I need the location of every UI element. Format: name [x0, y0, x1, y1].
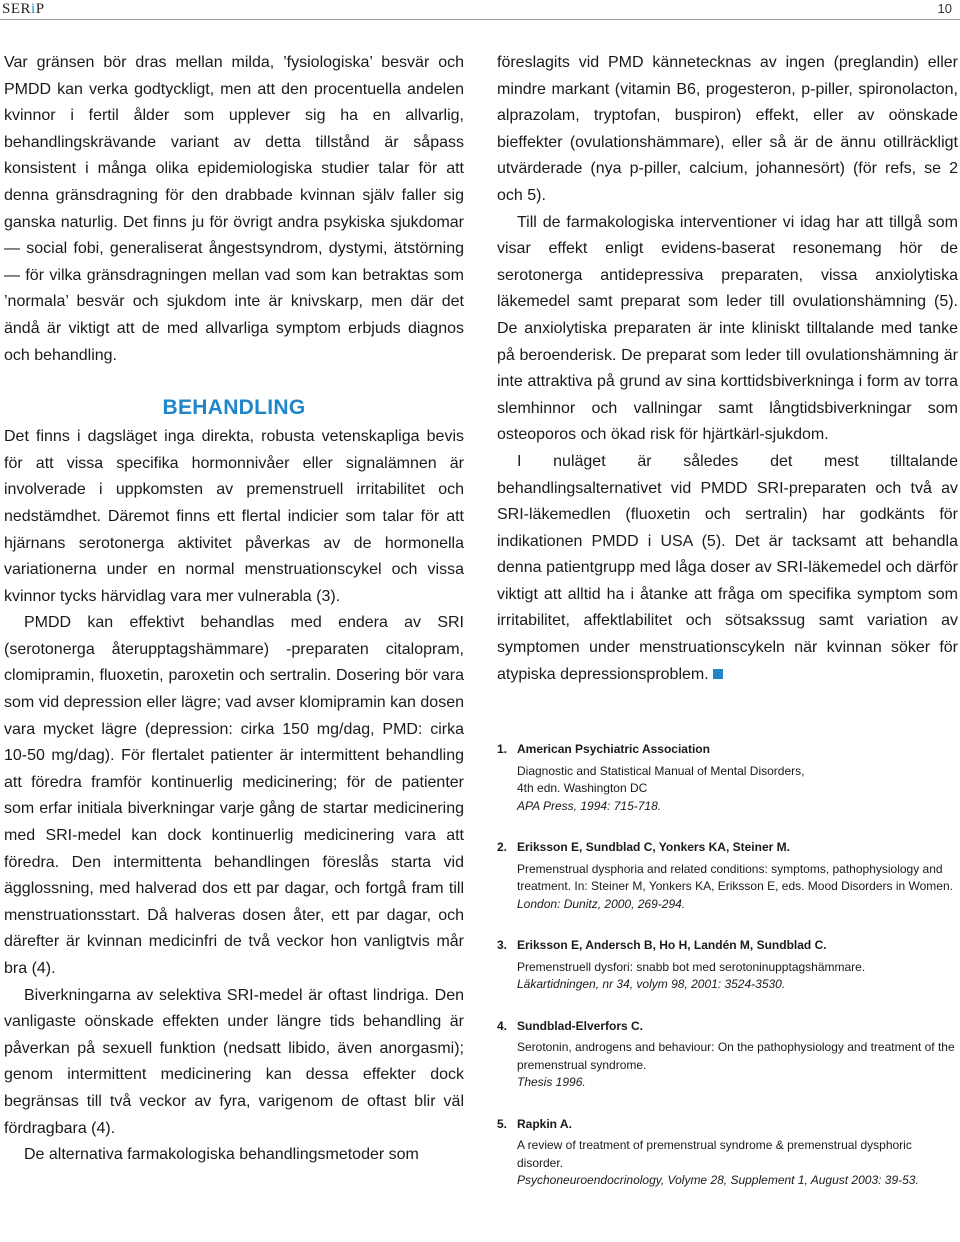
reference-source: London: Dunitz, 2000, 269-294.: [517, 896, 686, 911]
left-column: [4, 50, 464, 1169]
reference-author: Rapkin A.: [517, 1116, 572, 1131]
reference-text: Premenstruell dysfori: snabb bot med serotoninupptagshämmare.: [517, 959, 866, 974]
right-column: [497, 50, 958, 688]
reference-number: 2.: [497, 840, 508, 854]
brand-text-start: SER: [2, 1, 32, 17]
reference-author: Eriksson E, Andersch B, Ho H, Landén M, Sundblad C.: [517, 938, 827, 952]
reference-author: American Psychiatric Association: [517, 742, 710, 756]
reference-source: Läkartidningen, nr 34, volym 98, 2001: 3524-3530.: [517, 977, 786, 991]
brand-text-end: P: [35, 1, 45, 17]
paragraph-intro: Var gränsen bör dras mellan milda, ’fysiologiska’ besvär och PMDD kan verka godtyckligt, men att den procentuella andelen kvinnor i fertil ålder som upplever sig ha en allvarlig, behandlingskrävande variant av detta tillstånd är såpass konsistent i många olika epidemiologiska studier talar för att denna gränsdragning för den drabbade kvinnan själv faller sig ganska naturlig. Det finns ju för övrigt andra psykiska sjukdomar — social fobi, generaliserat ångestsyndrom, dystymi, ätstörning — för vilka gränsdragningen mellan vad som kan betraktas som ’normala’ besvär och sjukdom inte är knivskarp, men där det ändå är viktigt att de med allvarliga symptom erbjuds diagnos och behandling.: [4, 54, 464, 364]
paragraph-side-effects: Biverkningarna av selektiva SRI-medel är oftast lindriga. Den vanligaste oönskade effekten under längre tids behandling är påverkan på sexuell funktion (nedsatt libido, även anorgasmi); genom intermittent medicinering kan dessa effekter dock begränsas till två veckor av fyra, varigenom de oftast blir väl fördragbara (4).: [4, 986, 464, 1137]
brand-text-accent: i: [31, 1, 36, 17]
page-header: [0, 0, 960, 18]
reference-author: Sundblad-Elverfors C.: [517, 1018, 644, 1033]
paragraph-conclusion: [497, 449, 958, 688]
reference-number: 5.: [497, 1116, 508, 1131]
reference-source: Thesis 1996.: [517, 1075, 586, 1089]
reference-text: 4th edn. Washington DC: [517, 781, 648, 795]
reference-source: Psychoneuroendocrinology, Volyme 28, Supplement 1, August 2003: 39-53.: [517, 1173, 919, 1187]
reference-number: 1.: [497, 742, 508, 756]
paragraph-evidence: Det finns i dagsläget inga direkta, robusta vetenskapliga bevis för att vissa specifika hormonnivåer eller signalämnen är involverade i uppkomsten av premenstruell irritabilitet och nedstämdhet. Däremot finns ett flertal indicier som talar för att hjärnans serotonerga aktivitet påverkas av de hormonella variationerna under en normal menstruationscykel och vissa kvinnor tycks härvidlag vara mer vulnerabla (3).: [4, 428, 464, 605]
reference-text: Serotonin, androgens and behaviour: On the pathophysiology and treatment of the premenstrual syndrome.: [517, 1040, 955, 1072]
reference-source: APA Press, 1994: 715-718.: [517, 798, 662, 813]
reference-text: A review of treatment of premenstrual syndrome & premenstrual dysphoric disorder.: [517, 1138, 912, 1170]
reference-author: Eriksson E, Sundblad C, Yonkers KA, Steiner M.: [517, 840, 790, 854]
page-number: 10: [937, 1, 952, 16]
paragraph-alternatives-start: De alternativa farmakologiska behandlingsmetoder som: [24, 1146, 419, 1164]
reference-item: [497, 937, 958, 994]
reference-item: [497, 1116, 958, 1190]
reference-item: [497, 839, 958, 913]
paragraph-interventions: Till de farmakologiska interventioner vi idag har att tillgå som visar effekt enligt evidens-baserat resonemang hör de serotonerga antidepressiva preparaten, vissa anxiolytiska läkemedel samt preparat som leder till ovulationshämning (5). De anxiolytiska preparaten är inte kliniskt tilltalande med tanke på beroenderisk. De preparat som leder till ovulationshämning är inte attraktiva på grund av sina korttidsbiverkninga i form av torra slemhinnor och vallningar samt långtidsbiverkningar som osteoporos och ökad risk för hjärtkärl-sjukdom.: [497, 213, 958, 444]
reference-list: [497, 741, 958, 1214]
conclusion-text: I nuläget är således det mest tilltalande behandlingsalternativet vid PMDD SRI-preparaten och två av SRI-läkemedlen (fluoxetin och sertralin) har godkänts för indikationen PMDD i USA (5). Det är tacksamt att behandla denna patientgrupp med låga doser av SRI-läkemedel och därför viktigt att alltid ha i åtanke att fråga om specifika symptom som irritabilitet, affektlabilitet och sötsakssug samt variation av symptomen under menstruationscykeln när kvinnan söker för atypiska depressionsproblem.: [497, 452, 958, 683]
reference-number: 4.: [497, 1018, 508, 1033]
reference-number: 3.: [497, 938, 508, 952]
end-mark-icon: [713, 669, 723, 679]
section-heading-behandling: BEHANDLING: [162, 396, 306, 420]
journal-brand: [2, 1, 45, 18]
paragraph-treatment: PMDD kan effektivt behandlas med endera av SRI (serotonerga återupptagshämmare) -preparaten citalopram, clomipramin, fluoxetin, paroxetin och sertralin. Dosering bör vara som vid depression eller lägre; vad avser klomipramin kan dosen vara mycket lägre (depression: cirka 150 mg/dag, PMD: cirka 10-50 mg/dag). För flertalet patienter är intermittent behandling att föredra framför kontinuerlig medicinering; för de patienter som erfar initiala biverkningar varje gång de startar medicinering med SRI-medel kan dock kontinuerlig medicinering vara att föredra. Den intermittenta behandlingen föreslås starta vid ägglossning, med halverad dos ett par dagar, och fortgå fram till menstruationsstart. Då halveras dosen åter, ett par dagar, och därefter är kvinnan medicinfri de två veckor hon vanligtvis mår bra (4).: [4, 614, 464, 977]
reference-item: [497, 741, 958, 815]
reference-text: Diagnostic and Statistical Manual of Mental Disorders,: [517, 763, 805, 778]
reference-item: [497, 1018, 958, 1092]
reference-text: Premenstrual dysphoria and related conditions: symptoms, pathophysiology and treatment. In: Steiner M, Yonkers KA, Eriksson E, eds. Mood Disorders in Women.: [517, 861, 953, 893]
paragraph-alternatives-cont: föreslagits vid PMD kännetecknas av ingen (preglandin) eller mindre markant (vitamin B6, progesteron, p-piller, spironolacton, alprazolam, tryptofan, buspiron) effekt, eller av oönskade bieffekter (ovulationshämmare), eller så är de ännu otillräckligt utvärderade (nya p-piller, calcium, johannesört) (för refs, se 2 och 5).: [497, 54, 958, 204]
header-divider: [0, 19, 960, 20]
